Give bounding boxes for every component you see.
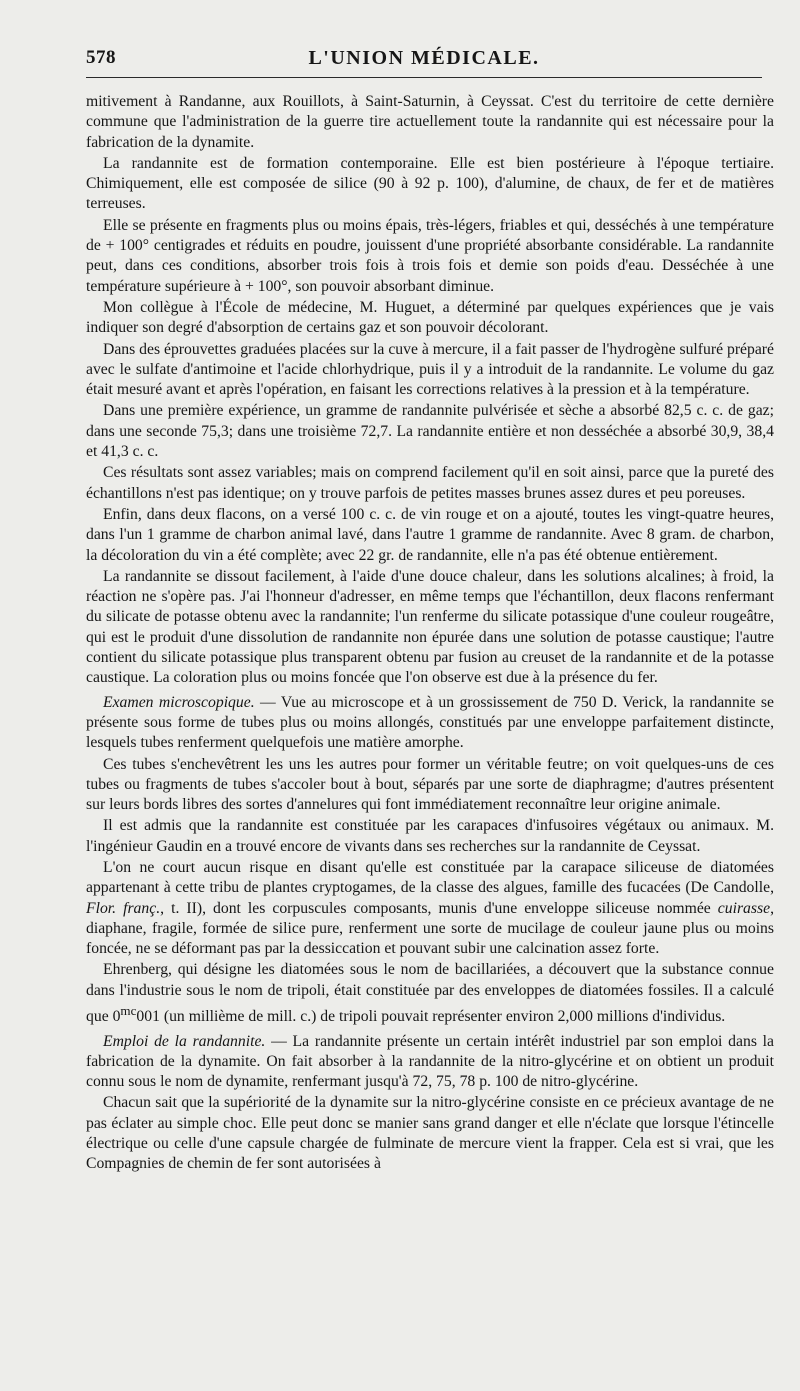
paragraph: Mon collègue à l'École de médecine, M. Huguet, a déterminé par quelques expériences que je vais indiquer son degré d'absorption de certains gaz et son pouvoir décolorant.: [86, 298, 774, 337]
running-title: L'UNION MÉDICALE.: [308, 47, 540, 69]
section-heading: Emploi de la randannite.: [103, 1032, 266, 1050]
paragraph: Ces résultats sont assez variables; mais on comprend facilement qu'il en soit ainsi, parce que la pureté des échantillons n'est pas identique; on y trouve parfois de petites masses brunes assez dures et peu poreuses.: [86, 464, 774, 502]
text-run: , diaphane, fragile, formée de silice pure, renferment une sorte de mucilage de couleur jaune plus ou moins foncée, ne se déformant pas par la dessiccation et pouvant subir une calcination assez forte.: [86, 899, 774, 958]
section-text: — La randannite présente un certain intérêt industriel par son emploi dans la fabrication de la dynamite. On fait absorber à la randannite de la nitro-glycérine et on obtient un produit connu sous le nom de dynamite, renfermant jusqu'à 72, 75, 78 p. 100 de nitro-glycérine.: [86, 1032, 774, 1091]
paragraph-diatomees: [86, 858, 774, 959]
paragraph: Enfin, dans deux flacons, on a versé 100 c. c. de vin rouge et on a ajouté, toutes les vingt-quatre heures, dans l'un 1 gramme de charbon animal lavé, dans l'autre 1 gramme de randannite. Avec 8 gram. de charbon, la décoloration du vin a été complète; avec 22 gr. de randannite, elle n'a pas été obtenue entièrement.: [86, 505, 774, 564]
paragraph: Ces tubes s'enchevêtrent les uns les autres pour former un véritable feutre; on voit quelques-uns de ces tubes ou fragments de tubes s'accoler bout à bout, séparés par une sorte de diaphragme; d'autres présentent sur leurs bords libres des sortes d'annelures qui font immédiatement reconnaître leur origine animale.: [86, 755, 774, 814]
paragraph: Chacun sait que la supériorité de la dynamite sur la nitro-glycérine consiste en ce précieux avantage de ne pas éclater au simple choc. Elle peut donc se manier sans grand danger et elle n'éclate que lorsque l'étincelle électrique ou celle d'une capsule chargée de fulminate de mercure vient la frapper. Cela est si vrai, que les Compagnies de chemin de fer sont autorisées à: [86, 1094, 774, 1173]
paragraph: Elle se présente en fragments plus ou moins épais, très-légers, friables et qui, desséchés à une température de + 100° centigrades et réduits en poudre, jouissent d'une propriété absorbante considérable. La randannite peut, dans ces conditions, absorber trois fois à trois fois et demie son poids d'eau. Desséchée à une température supérieure à + 100°, son pouvoir absorbant diminue.: [86, 216, 774, 295]
paragraph: Il est admis que la randannite est constituée par les carapaces d'infusoires végétaux ou animaux. M. l'ingénieur Gaudin en a trouvé encore de vivants dans ses recherches sur la randannite de Ceyssat.: [86, 817, 774, 855]
paragraph: Dans une première expérience, un gramme de randannite pulvérisée et sèche a absorbé 82,5 c. c. de gaz; dans une seconde 75,3; dans une troisième 72,7. La randannite entière et non desséchée a absorbé 30,9, 38,4 et 41,3 c. c.: [86, 402, 774, 461]
paragraph: La randannite est de formation contemporaine. Elle est bien postérieure à l'époque tertiaire. Chimiquement, elle est composée de silice (90 à 92 p. 100), d'alumine, de chaux, de fer et de matières terreuses.: [86, 154, 774, 213]
section-emploi: [86, 1032, 774, 1093]
page-header: [86, 47, 762, 81]
paragraph: mitivement à Randanne, aux Rouillots, à Saint-Saturnin, à Ceyssat. C'est du territoire de cette dernière commune que l'administration de la guerre tire actuellement toute la randannite qui est nécessaire pour la fabrication de la dynamite.: [86, 93, 774, 151]
article-body: [86, 92, 774, 1176]
unit-superscript: mc: [120, 1003, 137, 1019]
text-run: Ehrenberg, qui désigne les diatomées sous le nom de bacillariées, a découvert que la substance connue dans l'industrie sous le nom de tripoli, était constituée par des enveloppes de diatomées fossiles. Il a calculé que 0: [86, 961, 774, 1026]
citation: Flor. franç.: [86, 899, 161, 917]
text-run: 001 (un millième de mill. c.) de tripoli pouvait représenter environ 2,000 millions d'individus.: [136, 1008, 726, 1026]
paragraph: Dans des éprouvettes graduées placées sur la cuve à mercure, il a fait passer de l'hydrogène sulfuré préparé avec le sulfate d'antimoine et l'acide chlorhydrique, puis il y a introduit de la randannite. Le volume du gaz était mesuré avant et après l'opération, en faisant les corrections relatives à la pression et à la température.: [86, 340, 774, 399]
section-text: — Vue au microscope et à un grossissement de 750 D. Verick, la randannite se présente sous forme de tubes plus ou moins allongés, constitués par une enveloppe parfaitement distincte, lesquels tubes renferment quelquefois une matière amorphe.: [86, 693, 774, 752]
text-run: L'on ne court aucun risque en disant qu'elle est constituée par la carapace siliceuse de diatomées appartenant à cette tribu de plantes cryptogames, de la classe des algues, famille des fucacées (De Candolle,: [86, 858, 774, 897]
text-run: , t. II), dont les corpuscules composants, munis d'une enveloppe siliceuse nommée: [160, 899, 718, 917]
page-number: 578: [86, 47, 116, 68]
header-rule: [86, 77, 762, 78]
paragraph: La randannite se dissout facilement, à l'aide d'une douce chaleur, dans les solutions alcalines; à froid, la réaction ne s'opère pas. J'ai l'honneur d'adresser, en même temps que l'échantillon, deux flacons renfermant du silicate de potasse obtenu avec la randannite; l'un renferme du silicate potassique d'une couleur rougeâtre, qui est le produit d'une dissolution de randannite non épurée dans une solution de potasse caustique; l'autre contient du silicate potassique plus transparent obtenu par fusion au creuset de la randannite et de la potasse caustique. La coloration plus ou moins foncée que l'on observe est due à la présence du fer.: [86, 567, 774, 687]
section-heading: Examen microscopique.: [103, 693, 255, 711]
paragraph-ehrenberg: [86, 960, 774, 1027]
term: cuirasse: [717, 899, 771, 917]
section-microscopique: [86, 693, 774, 754]
